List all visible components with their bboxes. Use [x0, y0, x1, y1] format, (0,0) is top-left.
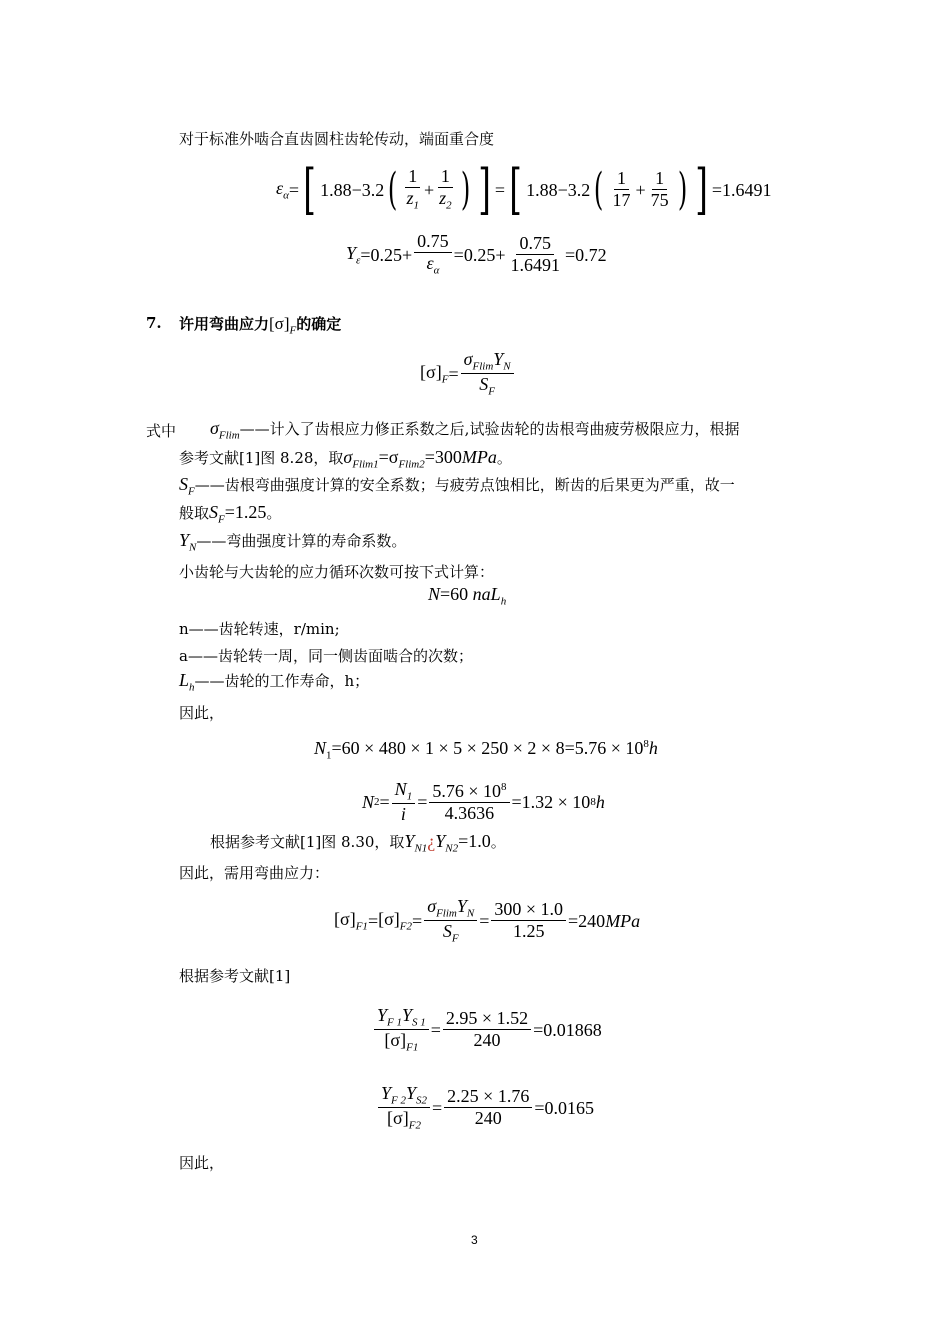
eps-symbol: $\varepsilon_\alpha$ [276, 178, 289, 202]
page-number: 3 [471, 1233, 478, 1247]
where-label: 式中 [146, 422, 177, 440]
need-stress-text: 因此，需用弯曲应力： [179, 864, 330, 882]
a-def: a——齿轮转一周，同一侧齿面啮合的次数； [179, 647, 473, 665]
intro-text: 对于标准外啮合直齿圆柱齿轮传动，端面重合度 [179, 130, 495, 148]
cycle-text: 小齿轮与大齿轮的应力循环次数可按下式计算： [179, 563, 495, 581]
equation-allowable-stress: $[\sigma]_F$ = $\frac{\sigma_{Flim}Y_N}{S_F}$ [420, 346, 516, 402]
sf-def: $S_F$ ——齿根弯曲强度计算的安全系数；与疲劳点蚀相比，断齿的后果更为严重，故一 [179, 474, 735, 498]
yn-def: $Y_N$ ——弯曲强度计算的寿命系数。 [179, 530, 407, 554]
fraction-1-75: $\frac{1}{75}$ [650, 168, 669, 211]
fraction-1-17: $\frac{1}{17}$ [612, 168, 631, 211]
constant-term: 1.88−3.2 [320, 179, 385, 200]
final-therefore: 因此， [179, 1154, 225, 1172]
section-number: 7. [146, 314, 162, 332]
sigma-flim-def: $\sigma_{Flim}$ ——计入了齿根应力修正系数之后,试验齿轮的齿根弯曲疲劳极限应力，根据 [210, 418, 740, 442]
equation-allowable-values: $[\sigma]_{F1}$ = $[\sigma]_{F2}$ = $\frac{\sigma_{Flim}Y_N}{S_F}$ = $\frac{300 \times 1.0}{1.25}$ =240 MPa [334, 896, 641, 945]
n-equation: N=60 naL$_h$ [428, 584, 507, 608]
y-epsilon-result: =0.72 [564, 244, 607, 265]
fraction-1-z2: $\frac{1}{z_2}$ [439, 166, 452, 212]
equation-n2: N 2 = $\frac{N_1}{i}$ = $\frac{5.76 \times 10^8}{4.3636}$ =1.32 × 10 8 h [362, 778, 605, 824]
equation-y-epsilon: $Y_\varepsilon$ =0.25+ $\frac{0.75}{\varepsilon_\alpha}$ =0.25+ $\frac{0.75}{1.6491}$ =0.72 [346, 231, 607, 277]
sigma-flim-def-line2: 参考文献[1]图 8.28，取 $\sigma_{Flim1}$ =σ $_{Flim2}$ =300 MPa 。 [179, 447, 512, 471]
equation-contact-ratio: $\varepsilon_\alpha$ = [ 1.88−3.2 ( $\frac{1}{z_1}$ + $\frac{1}{z_2}$ ) ] = [ 1.88−3.2 ( $\frac{1}{17}$ + $\frac{1}{75}$ ) ] =1.6491 [276, 158, 772, 221]
reference-text: 根据参考文献[1] [179, 967, 291, 985]
equation-n1: $N_1=60 \times 480 \times 1 \times 5 \times 250 \times 2 \times 8=5.76 \times 10^8h$ [314, 738, 658, 762]
fraction-1-z1: $\frac{1}{z_1}$ [406, 166, 419, 212]
equation-ratio-1: $\frac{Y_{F 1}Y_{S 1}}{[\sigma]_{F1}}$ = $\frac{2.95 \times 1.52}{240}$ =0.01868 [372, 1004, 602, 1056]
contact-ratio-result: =1.6491 [711, 179, 772, 200]
section-title: 许用弯曲应力 $[\sigma]_F$ 的确定 [179, 314, 342, 337]
lh-def: $L_h$ ——齿轮的工作寿命，h； [179, 670, 370, 694]
left-bracket: [ [303, 158, 316, 221]
sf-def-line2: 般取 $S_F$ =1.25 。 [179, 502, 282, 526]
therefore-text: 因此， [179, 704, 225, 722]
yn-value-line: 根据参考文献[1]图 8.30，取 $Y_{N1}$ ¿ $Y_{N2}$ =1.0 。 [210, 831, 506, 855]
n-def: n——齿轮转速，r/min; [179, 620, 340, 638]
equation-ratio-2: $\frac{Y_{F 2}Y_{S2}}{[\sigma]_{F2}}$ = $\frac{2.25 \times 1.76}{240}$ =0.0165 [376, 1082, 594, 1134]
